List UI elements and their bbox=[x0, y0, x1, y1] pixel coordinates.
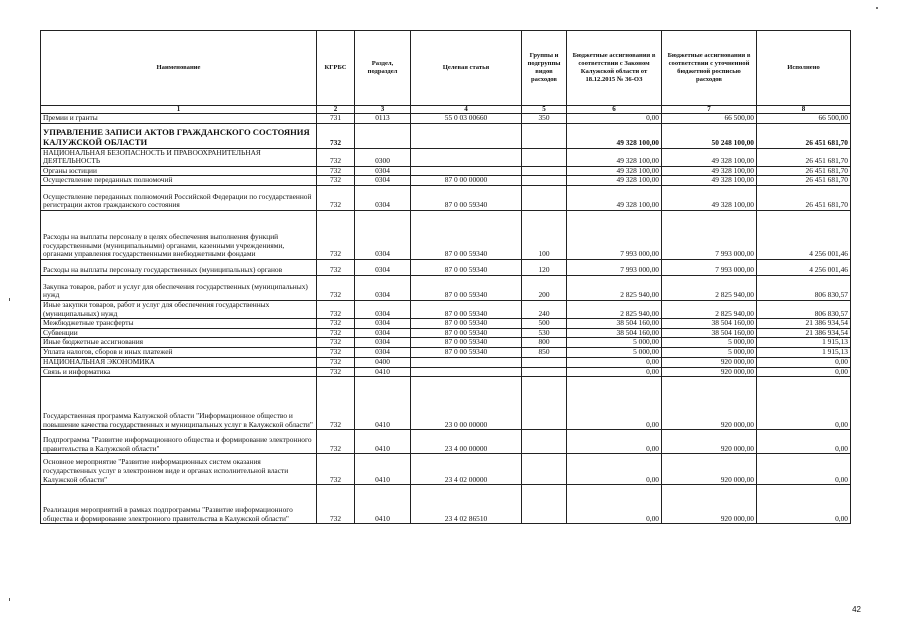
table-row bbox=[41, 300, 851, 318]
row-executed-amount: 26 451 681,70 bbox=[757, 166, 851, 176]
table-row bbox=[41, 185, 851, 210]
row-section: 0304 bbox=[355, 176, 411, 186]
row-kgrbs: 732 bbox=[317, 430, 355, 454]
row-section: 0300 bbox=[355, 148, 411, 166]
row-law-amount: 0,00 bbox=[567, 485, 662, 524]
row-name: Субвенции bbox=[41, 328, 317, 338]
row-name: Основное мероприятие "Развитие информационных систем оказания государственных услуг в электронном виде и органах исполнительной власти Калужской области" bbox=[41, 454, 317, 485]
table-row bbox=[41, 176, 851, 186]
row-refined-amount: 7 993 000,00 bbox=[662, 259, 757, 275]
row-refined-amount: 49 328 100,00 bbox=[662, 185, 757, 210]
table-row bbox=[41, 357, 851, 367]
row-law-amount: 0,00 bbox=[567, 114, 662, 124]
row-kgrbs: 731 bbox=[317, 114, 355, 124]
row-group: 850 bbox=[522, 347, 567, 357]
row-group: 120 bbox=[522, 259, 567, 275]
row-executed-amount: 0,00 bbox=[757, 357, 851, 367]
row-law-amount: 0,00 bbox=[567, 367, 662, 377]
row-target: 87 0 00 59340 bbox=[411, 275, 522, 300]
row-executed-amount: 0,00 bbox=[757, 454, 851, 485]
row-target: 87 0 00 59340 bbox=[411, 319, 522, 329]
row-target bbox=[411, 123, 522, 148]
row-section: 0304 bbox=[355, 166, 411, 176]
scan-speck bbox=[9, 298, 10, 301]
row-target: 23 4 00 00000 bbox=[411, 430, 522, 454]
row-section: 0410 bbox=[355, 430, 411, 454]
row-executed-amount: 1 915,13 bbox=[757, 338, 851, 348]
page-number: 42 bbox=[852, 605, 861, 614]
row-kgrbs: 732 bbox=[317, 377, 355, 430]
row-refined-amount: 49 328 100,00 bbox=[662, 166, 757, 176]
row-target bbox=[411, 367, 522, 377]
row-law-amount: 5 000,00 bbox=[567, 338, 662, 348]
row-name: Осуществление переданных полномочий Российской Федерации по государственной регистрации актов гражданского состояния bbox=[41, 185, 317, 210]
row-name: Реализация мероприятий в рамках подпрограммы "Развитие информационного общества и формирование электронного правительства в Калужской области" bbox=[41, 485, 317, 524]
column-number-row bbox=[41, 106, 851, 114]
row-group bbox=[522, 176, 567, 186]
row-refined-amount: 920 000,00 bbox=[662, 377, 757, 430]
header-law: Бюджетные ассигнования в соответствии с Законом Калужской области от 18.12.2015 № 36-ОЗ bbox=[567, 31, 662, 106]
row-law-amount: 0,00 bbox=[567, 430, 662, 454]
row-law-amount: 49 328 100,00 bbox=[567, 176, 662, 186]
column-number: 8 bbox=[757, 106, 851, 114]
row-target bbox=[411, 148, 522, 166]
row-section: 0304 bbox=[355, 259, 411, 275]
row-target bbox=[411, 357, 522, 367]
header-groups: Группы и подгруппы видов расходов bbox=[522, 31, 567, 106]
column-number: 1 bbox=[41, 106, 317, 114]
row-group: 200 bbox=[522, 275, 567, 300]
table-row bbox=[41, 275, 851, 300]
row-group bbox=[522, 148, 567, 166]
row-target: 87 0 00 59340 bbox=[411, 328, 522, 338]
row-section: 0304 bbox=[355, 300, 411, 318]
row-kgrbs: 732 bbox=[317, 485, 355, 524]
row-group bbox=[522, 367, 567, 377]
row-group: 350 bbox=[522, 114, 567, 124]
row-refined-amount: 2 825 940,00 bbox=[662, 275, 757, 300]
row-kgrbs: 732 bbox=[317, 166, 355, 176]
row-name: Иные бюджетные ассигнования bbox=[41, 338, 317, 348]
table-row bbox=[41, 377, 851, 430]
column-number: 6 bbox=[567, 106, 662, 114]
row-kgrbs: 732 bbox=[317, 185, 355, 210]
table-row bbox=[41, 210, 851, 259]
scan-speck bbox=[876, 7, 878, 9]
row-section bbox=[355, 123, 411, 148]
row-kgrbs: 732 bbox=[317, 367, 355, 377]
row-group bbox=[522, 485, 567, 524]
row-executed-amount: 66 500,00 bbox=[757, 114, 851, 124]
column-number: 3 bbox=[355, 106, 411, 114]
row-refined-amount: 920 000,00 bbox=[662, 485, 757, 524]
column-number: 5 bbox=[522, 106, 567, 114]
row-kgrbs: 732 bbox=[317, 259, 355, 275]
row-law-amount: 0,00 bbox=[567, 454, 662, 485]
row-name: Государственная программа Калужской области "Информационное общество и повышение качества государственных и муниципальных услуг в Калужской области" bbox=[41, 377, 317, 430]
table-row bbox=[41, 114, 851, 124]
row-executed-amount: 26 451 681,70 bbox=[757, 185, 851, 210]
row-target: 87 0 00 59340 bbox=[411, 300, 522, 318]
row-law-amount: 7 993 000,00 bbox=[567, 210, 662, 259]
row-kgrbs: 732 bbox=[317, 275, 355, 300]
row-law-amount: 49 328 100,00 bbox=[567, 166, 662, 176]
row-refined-amount: 5 000,00 bbox=[662, 338, 757, 348]
row-executed-amount: 0,00 bbox=[757, 485, 851, 524]
row-name: Органы юстиции bbox=[41, 166, 317, 176]
table-row bbox=[41, 485, 851, 524]
row-refined-amount: 920 000,00 bbox=[662, 430, 757, 454]
table-row bbox=[41, 259, 851, 275]
row-law-amount: 7 993 000,00 bbox=[567, 259, 662, 275]
row-refined-amount: 920 000,00 bbox=[662, 454, 757, 485]
row-executed-amount: 806 830,57 bbox=[757, 275, 851, 300]
row-group bbox=[522, 357, 567, 367]
row-group: 530 bbox=[522, 328, 567, 338]
row-kgrbs: 732 bbox=[317, 328, 355, 338]
row-name: НАЦИОНАЛЬНАЯ ЭКОНОМИКА bbox=[41, 357, 317, 367]
row-refined-amount: 2 825 940,00 bbox=[662, 300, 757, 318]
row-kgrbs: 732 bbox=[317, 123, 355, 148]
row-name: Подпрограмма "Развитие информационного общества и формирование электронного правительства в Калужской области" bbox=[41, 430, 317, 454]
row-kgrbs: 732 bbox=[317, 454, 355, 485]
row-law-amount: 2 825 940,00 bbox=[567, 300, 662, 318]
row-group: 800 bbox=[522, 338, 567, 348]
row-law-amount: 0,00 bbox=[567, 377, 662, 430]
row-group bbox=[522, 166, 567, 176]
row-executed-amount: 26 451 681,70 bbox=[757, 123, 851, 148]
row-target: 23 0 00 00000 bbox=[411, 377, 522, 430]
column-number: 4 bbox=[411, 106, 522, 114]
row-target: 87 0 00 59340 bbox=[411, 259, 522, 275]
row-executed-amount: 4 256 001,46 bbox=[757, 210, 851, 259]
row-kgrbs: 732 bbox=[317, 210, 355, 259]
row-executed-amount: 21 386 934,54 bbox=[757, 319, 851, 329]
row-refined-amount: 66 500,00 bbox=[662, 114, 757, 124]
row-law-amount: 49 328 100,00 bbox=[567, 185, 662, 210]
row-executed-amount: 21 386 934,54 bbox=[757, 328, 851, 338]
row-name: Связь и информатика bbox=[41, 367, 317, 377]
row-law-amount: 5 000,00 bbox=[567, 347, 662, 357]
row-executed-amount: 0,00 bbox=[757, 430, 851, 454]
row-group bbox=[522, 454, 567, 485]
budget-report-page bbox=[40, 30, 850, 524]
row-law-amount: 49 328 100,00 bbox=[567, 148, 662, 166]
table-row bbox=[41, 148, 851, 166]
row-group bbox=[522, 123, 567, 148]
row-target: 55 0 03 00660 bbox=[411, 114, 522, 124]
row-kgrbs: 732 bbox=[317, 338, 355, 348]
header-target: Целевая статья bbox=[411, 31, 522, 106]
row-law-amount: 38 504 160,00 bbox=[567, 319, 662, 329]
row-name: Расходы на выплаты персоналу государственных (муниципальных) органов bbox=[41, 259, 317, 275]
row-name: УПРАВЛЕНИЕ ЗАПИСИ АКТОВ ГРАЖДАНСКОГО СОСТОЯНИЯ КАЛУЖСКОЙ ОБЛАСТИ bbox=[41, 123, 317, 148]
row-name: Закупка товаров, работ и услуг для обеспечения государственных (муниципальных) нужд bbox=[41, 275, 317, 300]
row-target: 87 0 00 59340 bbox=[411, 347, 522, 357]
row-kgrbs: 732 bbox=[317, 176, 355, 186]
row-executed-amount: 0,00 bbox=[757, 367, 851, 377]
row-law-amount: 2 825 940,00 bbox=[567, 275, 662, 300]
row-name: Иные закупки товаров, работ и услуг для обеспечения государственных (муниципальных) нужд bbox=[41, 300, 317, 318]
row-name: Премии и гранты bbox=[41, 114, 317, 124]
scan-speck bbox=[9, 598, 10, 601]
column-number: 2 bbox=[317, 106, 355, 114]
row-group bbox=[522, 430, 567, 454]
table-row bbox=[41, 454, 851, 485]
row-refined-amount: 38 504 160,00 bbox=[662, 319, 757, 329]
row-name: Межбюджетные трансферты bbox=[41, 319, 317, 329]
row-name: НАЦИОНАЛЬНАЯ БЕЗОПАСНОСТЬ И ПРАВООХРАНИТЕЛЬНАЯ ДЕЯТЕЛЬНОСТЬ bbox=[41, 148, 317, 166]
row-section: 0113 bbox=[355, 114, 411, 124]
table-row bbox=[41, 338, 851, 348]
row-target: 87 0 00 00000 bbox=[411, 176, 522, 186]
row-section: 0410 bbox=[355, 485, 411, 524]
table-row bbox=[41, 123, 851, 148]
row-group bbox=[522, 185, 567, 210]
row-section: 0304 bbox=[355, 210, 411, 259]
row-law-amount: 38 504 160,00 bbox=[567, 328, 662, 338]
row-section: 0304 bbox=[355, 319, 411, 329]
row-section: 0410 bbox=[355, 454, 411, 485]
row-executed-amount: 26 451 681,70 bbox=[757, 176, 851, 186]
table-row bbox=[41, 166, 851, 176]
row-section: 0304 bbox=[355, 185, 411, 210]
header-kgrbs: КГРБС bbox=[317, 31, 355, 106]
row-refined-amount: 38 504 160,00 bbox=[662, 328, 757, 338]
row-section: 0304 bbox=[355, 338, 411, 348]
row-name: Расходы на выплаты персоналу в целях обеспечения выполнения функций государственными (муниципальными) органами, казенными учреждениями, органами управления государственными внебюджетными фондами bbox=[41, 210, 317, 259]
table-row bbox=[41, 319, 851, 329]
row-name: Осуществление переданных полномочий bbox=[41, 176, 317, 186]
row-law-amount: 49 328 100,00 bbox=[567, 123, 662, 148]
row-refined-amount: 920 000,00 bbox=[662, 357, 757, 367]
row-group: 500 bbox=[522, 319, 567, 329]
row-kgrbs: 732 bbox=[317, 357, 355, 367]
row-section: 0410 bbox=[355, 367, 411, 377]
row-kgrbs: 732 bbox=[317, 148, 355, 166]
row-refined-amount: 7 993 000,00 bbox=[662, 210, 757, 259]
row-target: 87 0 00 59340 bbox=[411, 185, 522, 210]
table-row bbox=[41, 347, 851, 357]
row-group: 100 bbox=[522, 210, 567, 259]
row-executed-amount: 4 256 001,46 bbox=[757, 259, 851, 275]
row-refined-amount: 5 000,00 bbox=[662, 347, 757, 357]
row-kgrbs: 732 bbox=[317, 300, 355, 318]
header-name: Наименование bbox=[41, 31, 317, 106]
row-group bbox=[522, 377, 567, 430]
row-section: 0304 bbox=[355, 275, 411, 300]
table-body bbox=[41, 114, 851, 524]
header-executed: Исполнено bbox=[757, 31, 851, 106]
table-row bbox=[41, 430, 851, 454]
row-executed-amount: 1 915,13 bbox=[757, 347, 851, 357]
row-refined-amount: 49 328 100,00 bbox=[662, 148, 757, 166]
row-kgrbs: 732 bbox=[317, 319, 355, 329]
row-name: Уплата налогов, сборов и иных платежей bbox=[41, 347, 317, 357]
row-section: 0304 bbox=[355, 328, 411, 338]
header-section: Раздел, подраздел bbox=[355, 31, 411, 106]
row-section: 0304 bbox=[355, 347, 411, 357]
row-target bbox=[411, 166, 522, 176]
row-section: 0410 bbox=[355, 377, 411, 430]
header-row bbox=[41, 31, 851, 106]
row-refined-amount: 50 248 100,00 bbox=[662, 123, 757, 148]
row-executed-amount: 806 830,57 bbox=[757, 300, 851, 318]
table-row bbox=[41, 328, 851, 338]
table-row bbox=[41, 367, 851, 377]
row-group: 240 bbox=[522, 300, 567, 318]
header-refined: Бюджетные ассигнования в соответствии с уточненной бюджетной росписью расходов bbox=[662, 31, 757, 106]
row-target: 23 4 02 86510 bbox=[411, 485, 522, 524]
row-target: 87 0 00 59340 bbox=[411, 210, 522, 259]
column-number: 7 bbox=[662, 106, 757, 114]
row-executed-amount: 26 451 681,70 bbox=[757, 148, 851, 166]
row-law-amount: 0,00 bbox=[567, 357, 662, 367]
row-kgrbs: 732 bbox=[317, 347, 355, 357]
row-refined-amount: 49 328 100,00 bbox=[662, 176, 757, 186]
row-target: 87 0 00 59340 bbox=[411, 338, 522, 348]
row-section: 0400 bbox=[355, 357, 411, 367]
row-executed-amount: 0,00 bbox=[757, 377, 851, 430]
row-refined-amount: 920 000,00 bbox=[662, 367, 757, 377]
budget-table bbox=[40, 30, 851, 524]
row-target: 23 4 02 00000 bbox=[411, 454, 522, 485]
